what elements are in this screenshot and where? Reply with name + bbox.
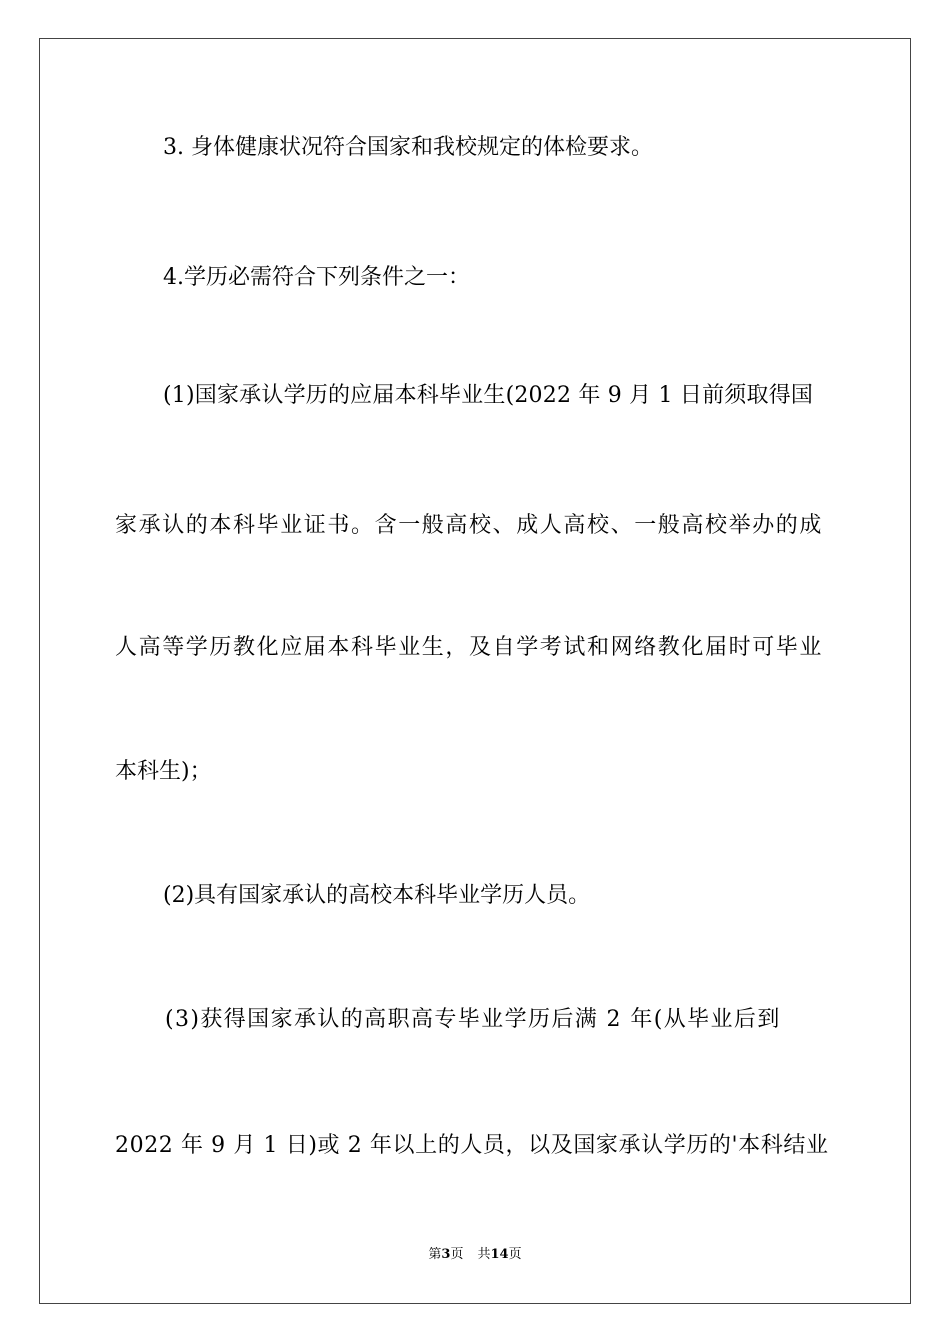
- footer-page-number: 3: [441, 1247, 451, 1262]
- paragraph-line-4: 家承认的本科毕业证书。含一般高校、成人高校、一般高校举办的成: [115, 513, 824, 538]
- paragraph-line-6: 本科生)；: [115, 759, 212, 784]
- footer-total-prefix: 共: [477, 1247, 491, 1262]
- footer-total-unit: 页: [508, 1247, 522, 1262]
- footer-total-pages: 14: [490, 1247, 509, 1262]
- paragraph-line-1: 3. 身体健康状况符合国家和我校规定的体检要求。: [163, 135, 653, 160]
- paragraph-line-2: 4.学历必需符合下列条件之一：: [163, 265, 470, 290]
- paragraph-line-5: 人高等学历教化应届本科毕业生，及自学考试和网络教化届时可毕业: [115, 635, 824, 660]
- paragraph-line-3: (1)国家承认学历的应届本科毕业生(2022 年 9 月 1 日前须取得国: [163, 383, 814, 408]
- paragraph-line-7: (2)具有国家承认的高校本科毕业学历人员。: [163, 883, 591, 908]
- page-border: [39, 38, 911, 1304]
- paragraph-line-8: (3)获得国家承认的高职高专毕业学历后满 2 年(从毕业后到: [165, 1007, 781, 1032]
- paragraph-line-9: 2022 年 9 月 1 日)或 2 年以上的人员，以及国家承认学历的'本科结业: [115, 1133, 829, 1158]
- page-footer: [0, 1246, 950, 1264]
- footer-page-unit: 页: [450, 1247, 464, 1262]
- footer-page-prefix: 第: [428, 1247, 442, 1262]
